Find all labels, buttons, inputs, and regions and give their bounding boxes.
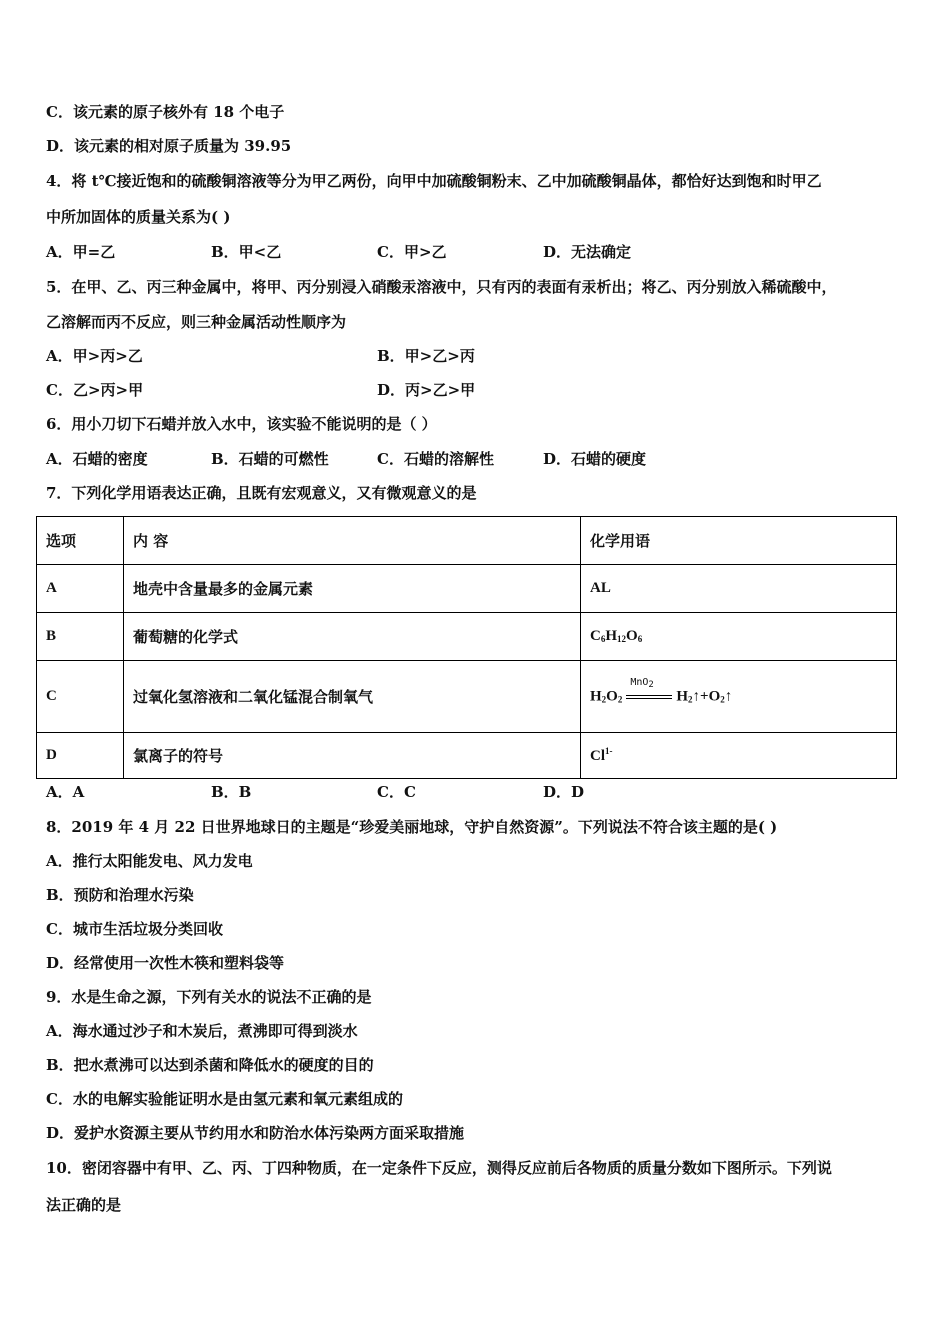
q10-stem-line2: 法正确的是 — [46, 1196, 122, 1214]
q5-option-b: B．甲>乙>丙 — [377, 347, 475, 365]
q8-stem: 8．2019 年 4 月 22 日世界地球日的主题是“珍爱美丽地球，守护自然资源”。下列说法不符合该主题的是( ) — [46, 818, 778, 836]
q6-option-b: B．石蜡的可燃性 — [211, 450, 329, 468]
q7-table-row — [37, 733, 897, 779]
q5-option-d: D．丙>乙>甲 — [377, 381, 476, 399]
q5-option-c: C．乙>丙>甲 — [46, 381, 144, 399]
q7-row-c-formula: $H_2O_2$ MnO$_2$ $H_2↑+O_2↑$ — [581, 661, 897, 733]
q5-option-a: A．甲>丙>乙 — [46, 347, 143, 365]
q7-row-c-content: 过氧化氢溶液和二氧化锰混合制氧气 — [124, 661, 581, 733]
q7-table — [36, 516, 897, 779]
q7-row-b-option: B — [37, 613, 124, 661]
q3-option-d: D．该元素的相对原子质量为 39.95 — [46, 137, 292, 155]
q7-row-d-option: D — [37, 733, 124, 779]
q7-stem: 7．下列化学用语表达正确，且既有宏观意义，又有微观意义的是 — [46, 484, 477, 502]
q3-option-c: C．该元素的原子核外有 18 个电子 — [46, 103, 285, 121]
q7-row-d-content: 氯离子的符号 — [124, 733, 581, 779]
q7-option-b: B．B — [211, 783, 252, 801]
q4-stem-line1: 4．将 t℃接近饱和的硫酸铜溶液等分为甲乙两份，向甲中加硫酸铜粉末、乙中加硫酸铜晶体，都恰好达到饱和时甲乙 — [46, 172, 822, 190]
q7-option-d: D．D — [543, 783, 585, 801]
q10-stem-line1: 10．密闭容器中有甲、乙、丙、丁四种物质，在一定条件下反应，测得反应前后各物质的质量分数如下图所示。下列说 — [46, 1159, 832, 1177]
catalyst-equals-sign: MnO$_2$ — [626, 687, 672, 707]
q7-table-row — [37, 565, 897, 613]
q7-header-formula: 化学用语 — [581, 517, 897, 565]
q8-option-b: B．预防和治理水污染 — [46, 886, 194, 904]
q4-option-c: C．甲>乙 — [377, 243, 447, 261]
q6-option-d: D．石蜡的硬度 — [543, 450, 647, 468]
q5-stem-line2: 乙溶解而丙不反应，则三种金属活动性顺序为 — [46, 313, 347, 331]
q9-stem: 9．水是生命之源，下列有关水的说法不正确的是 — [46, 988, 372, 1006]
q8-option-c: C．城市生活垃圾分类回收 — [46, 920, 223, 938]
q4-option-a: A．甲=乙 — [46, 243, 116, 261]
q4-stem-line2: 中所加固体的质量关系为( ) — [46, 208, 231, 226]
q9-option-b: B．把水煮沸可以达到杀菌和降低水的硬度的目的 — [46, 1056, 374, 1074]
q7-option-c: C．C — [377, 783, 416, 801]
q7-row-d-formula: $Cl^{1-}$ — [581, 733, 897, 779]
q8-option-a: A．推行太阳能发电、风力发电 — [46, 852, 253, 870]
q7-table-row — [37, 613, 897, 661]
q8-option-d: D．经常使用一次性木筷和塑料袋等 — [46, 954, 285, 972]
q4-option-b: B．甲<乙 — [211, 243, 282, 261]
q4-option-d: D．无法确定 — [543, 243, 632, 261]
q7-table-header — [37, 517, 897, 565]
q9-option-c: C．水的电解实验能证明水是由氢元素和氧元素组成的 — [46, 1090, 403, 1108]
q9-option-d: D．爱护水资源主要从节约用水和防治水体污染两方面采取措施 — [46, 1124, 465, 1142]
q5-stem-line1: 5．在甲、乙、丙三种金属中，将甲、丙分别浸入硝酸汞溶液中，只有丙的表面有汞析出；将乙、丙分别放入稀硫酸中， — [46, 278, 837, 296]
q7-row-a-content: 地壳中含量最多的金属元素 — [124, 565, 581, 613]
q6-option-c: C．石蜡的溶解性 — [377, 450, 494, 468]
q7-header-option: 选项 — [37, 517, 124, 565]
q7-row-b-formula: $C_6H_{12}O_6$ — [581, 613, 897, 661]
q7-option-a: A．A — [46, 783, 85, 801]
q9-option-a: A．海水通过沙子和木炭后，煮沸即可得到淡水 — [46, 1022, 358, 1040]
q7-table-row — [37, 661, 897, 733]
q7-header-content: 内 容 — [124, 517, 581, 565]
q6-option-a: A．石蜡的密度 — [46, 450, 148, 468]
q7-row-a-option: A — [37, 565, 124, 613]
q7-row-b-content: 葡萄糖的化学式 — [124, 613, 581, 661]
q6-stem: 6．用小刀切下石蜡并放入水中，该实验不能说明的是（ ） — [46, 415, 437, 433]
q7-row-a-formula: AL — [581, 565, 897, 613]
q7-row-c-option: C — [37, 661, 124, 733]
